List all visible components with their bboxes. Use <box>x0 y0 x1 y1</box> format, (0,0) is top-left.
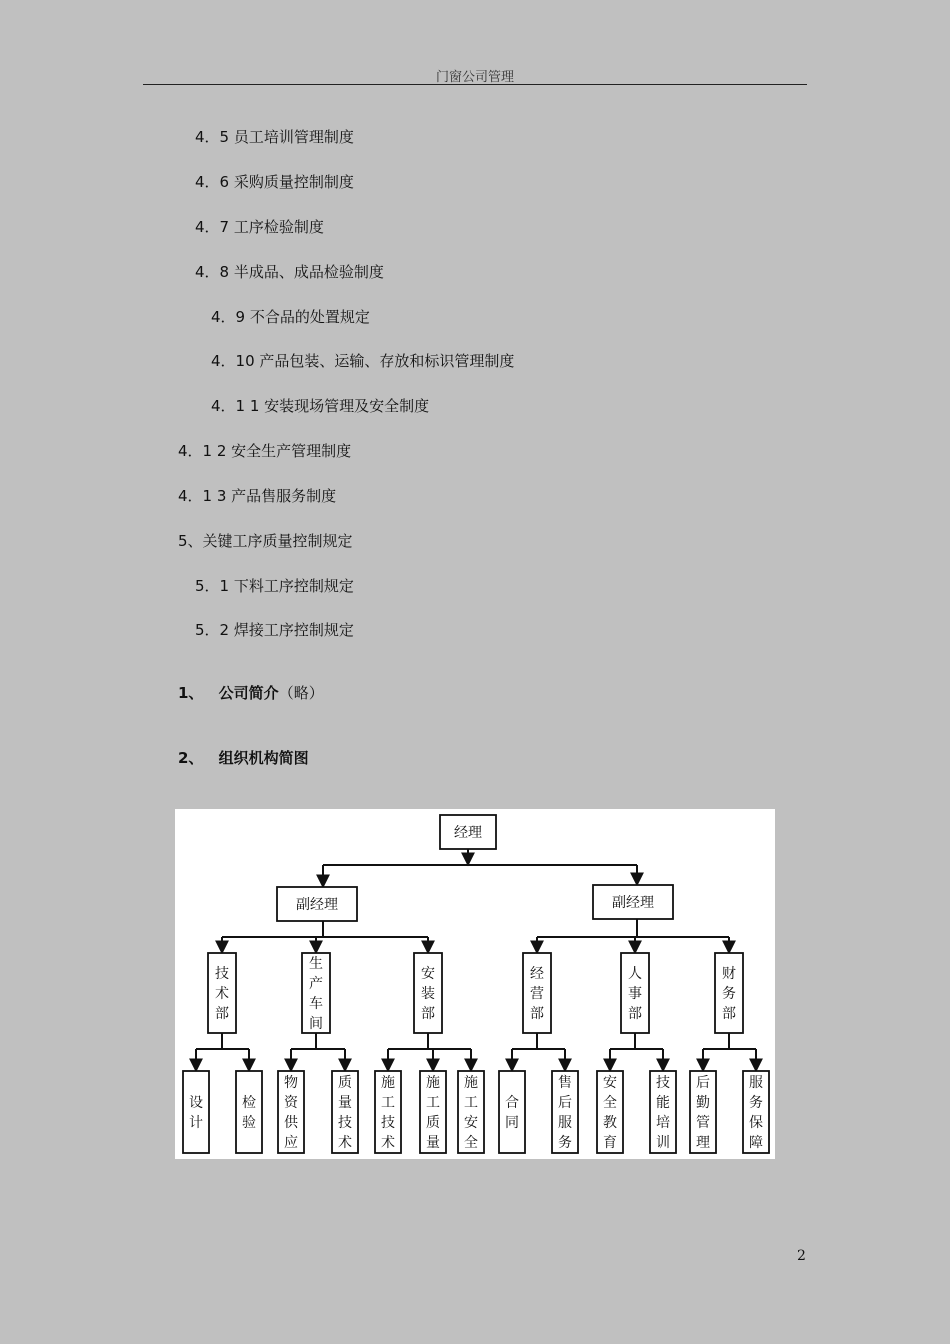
org-node-leaf <box>183 1071 209 1153</box>
node-label-char: 售 <box>558 1075 572 1091</box>
node-label-char: 量 <box>426 1135 440 1151</box>
node-label-char: 服 <box>749 1075 763 1091</box>
toc-item: 4．8 半成品、成品检验制度 <box>195 263 384 281</box>
org-node-deputy-manager-left <box>277 887 357 921</box>
node-label-char: 施 <box>464 1075 478 1091</box>
node-label: 副经理 <box>612 895 654 911</box>
org-node-leaf <box>499 1071 525 1153</box>
node-label-char: 安 <box>464 1115 478 1131</box>
org-node-leaf <box>458 1071 484 1153</box>
node-label-char: 人 <box>628 966 642 982</box>
org-node-dept <box>523 953 551 1033</box>
node-label-char: 后 <box>558 1095 572 1111</box>
node-label-char: 营 <box>530 986 544 1002</box>
org-chart <box>175 809 775 1159</box>
org-node-manager <box>440 815 496 849</box>
org-node-dept <box>208 953 236 1033</box>
org-node-leaf <box>420 1071 446 1153</box>
node-label-char: 部 <box>722 1006 736 1022</box>
toc-item: 5、关键工序质量控制规定 <box>178 532 353 550</box>
node-label: 副经理 <box>296 897 338 913</box>
node-label-char: 勤 <box>696 1095 710 1111</box>
toc-item: 4．1 1 安装现场管理及安全制度 <box>211 397 430 415</box>
node-label-char: 术 <box>381 1135 395 1151</box>
node-label-char: 经 <box>530 966 544 982</box>
org-node-leaf <box>278 1071 304 1153</box>
org-node-dept <box>621 953 649 1033</box>
org-node-dept <box>414 953 442 1033</box>
toc-item: 4．1 3 产品售服务制度 <box>178 487 337 505</box>
node-label-char: 同 <box>505 1115 519 1131</box>
page-number: 2 <box>797 1248 806 1264</box>
node-label-char: 供 <box>284 1115 298 1131</box>
node-label-char: 工 <box>464 1095 478 1111</box>
node-label-char: 施 <box>426 1075 440 1091</box>
section-heading-company-intro <box>178 682 324 703</box>
node-label-char: 工 <box>381 1095 395 1111</box>
toc-item: 5．1 下料工序控制规定 <box>195 577 354 595</box>
node-label-char: 保 <box>749 1115 763 1131</box>
node-label-char: 术 <box>338 1135 352 1151</box>
node-label-char: 质 <box>338 1075 352 1091</box>
toc-item: 4．9 不合品的处置规定 <box>211 308 370 326</box>
node-label-char: 务 <box>749 1095 763 1111</box>
org-node-leaf <box>690 1071 716 1153</box>
node-label-char: 装 <box>421 986 435 1002</box>
org-node-leaf <box>236 1071 262 1153</box>
node-label-char: 车 <box>309 996 323 1012</box>
node-label-char: 技 <box>656 1075 670 1091</box>
node-label-char: 训 <box>656 1135 670 1151</box>
org-node-leaf <box>552 1071 578 1153</box>
node-label-char: 施 <box>381 1075 395 1091</box>
node-label-char: 技 <box>381 1115 395 1131</box>
toc-item: 4．1 2 安全生产管理制度 <box>178 442 352 460</box>
section-title: 公司简介 <box>218 684 279 702</box>
org-node-deputy-manager-right <box>593 885 673 919</box>
section-note: （略） <box>278 684 324 702</box>
node-label-char: 后 <box>696 1075 710 1091</box>
section-title: 组织机构简图 <box>218 749 309 767</box>
node-label-char: 产 <box>309 976 323 992</box>
node-label-char: 部 <box>530 1006 544 1022</box>
section-number: 1、 <box>178 684 204 702</box>
section-heading-org-chart <box>178 747 309 768</box>
node-label-char: 财 <box>722 966 736 982</box>
node-label-char: 安 <box>421 966 435 982</box>
org-node-leaf <box>743 1071 769 1153</box>
node-label: 经理 <box>454 825 482 841</box>
node-label-char: 务 <box>722 986 736 1002</box>
node-label-char: 服 <box>558 1115 572 1131</box>
node-label-char: 障 <box>749 1135 763 1151</box>
org-node-leaf <box>597 1071 623 1153</box>
org-node-leaf <box>375 1071 401 1153</box>
toc-item: 4．10 产品包装、运输、存放和标识管理制度 <box>211 352 515 370</box>
node-label-char: 检 <box>242 1095 256 1111</box>
node-label-char: 部 <box>215 1006 229 1022</box>
node-label-char: 应 <box>284 1135 298 1151</box>
toc-item: 4．7 工序检验制度 <box>195 218 324 236</box>
section-number: 2、 <box>178 749 204 767</box>
node-label-char: 物 <box>284 1075 298 1091</box>
running-header: 门窗公司管理 <box>435 70 514 85</box>
org-node-dept <box>302 953 330 1033</box>
node-label-char: 事 <box>628 986 642 1002</box>
node-label-char: 培 <box>656 1115 670 1131</box>
node-label-char: 验 <box>242 1115 256 1131</box>
org-chart-diagram <box>175 809 775 1159</box>
node-label-char: 全 <box>464 1135 478 1151</box>
node-label-char: 育 <box>603 1135 617 1151</box>
node-label-char: 理 <box>696 1135 710 1151</box>
node-label-char: 设 <box>189 1095 203 1111</box>
node-label-char: 术 <box>215 986 229 1002</box>
toc-item: 4．6 采购质量控制制度 <box>195 173 354 191</box>
node-label-char: 技 <box>215 966 229 982</box>
node-label-char: 资 <box>284 1095 298 1111</box>
node-label-char: 生 <box>309 956 323 972</box>
org-node-leaf <box>650 1071 676 1153</box>
node-label-char: 部 <box>421 1006 435 1022</box>
node-label-char: 量 <box>338 1095 352 1111</box>
node-label-char: 全 <box>603 1095 617 1111</box>
node-label-char: 计 <box>189 1115 203 1131</box>
node-label-char: 务 <box>558 1135 572 1151</box>
node-label-char: 安 <box>603 1075 617 1091</box>
node-label-char: 管 <box>696 1115 710 1131</box>
org-node-dept <box>715 953 743 1033</box>
node-label-char: 工 <box>426 1095 440 1111</box>
node-label-char: 合 <box>505 1095 519 1111</box>
node-label-char: 技 <box>338 1115 352 1131</box>
node-label-char: 部 <box>628 1006 642 1022</box>
toc-item: 4．5 员工培训管理制度 <box>195 128 354 146</box>
header-rule <box>143 84 807 85</box>
org-node-leaf <box>332 1071 358 1153</box>
toc-item: 5．2 焊接工序控制规定 <box>195 621 354 639</box>
node-label-char: 质 <box>426 1115 440 1131</box>
node-label-char: 能 <box>656 1095 670 1111</box>
node-label-char: 教 <box>603 1115 617 1131</box>
node-label-char: 间 <box>309 1016 323 1032</box>
